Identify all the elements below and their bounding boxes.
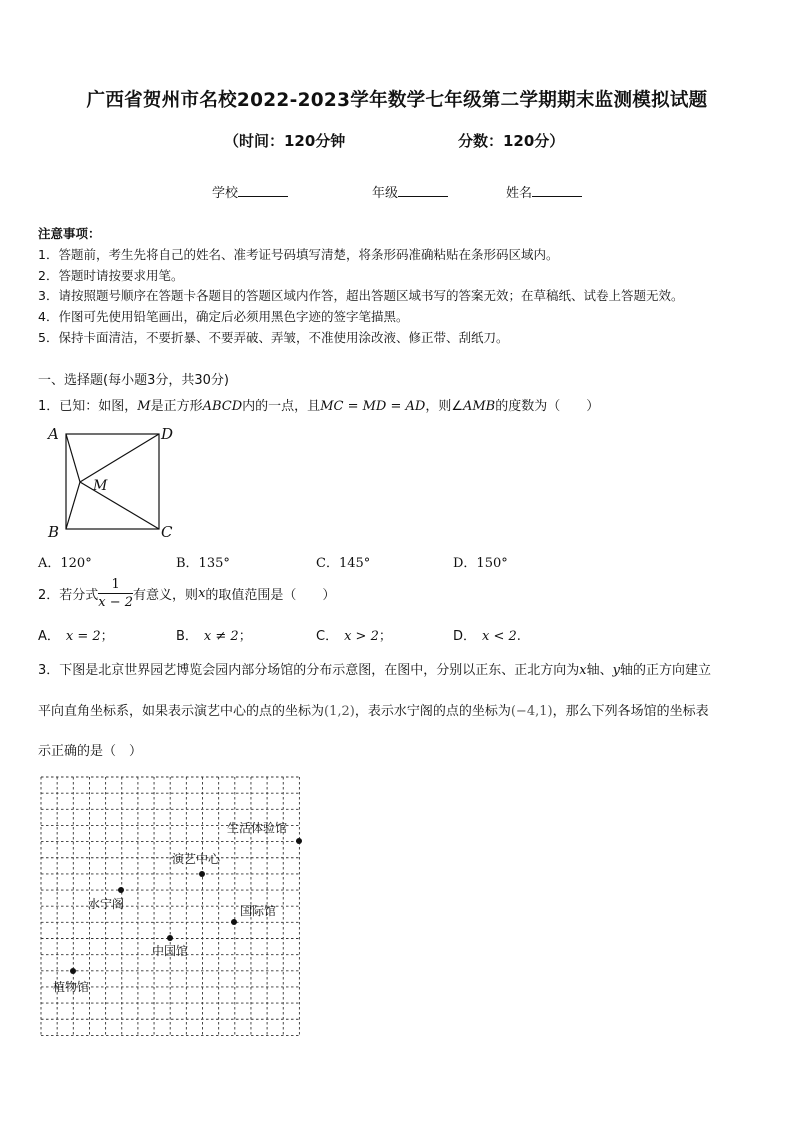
question-2 — [38, 578, 335, 609]
page-title: 广西省贺州市名校2022-2023学年数学七年级第二学期期末监测模拟试题 — [86, 90, 708, 111]
exam-score: 分数：120分） — [458, 132, 565, 150]
option-expr: x = 2 — [65, 629, 101, 644]
option-letter: A． — [38, 629, 60, 644]
coord-shuining: (−4,1) — [510, 704, 553, 719]
label-international: 国际馆 — [240, 904, 277, 918]
label-life-experience: 生活体验馆 — [227, 821, 288, 835]
segment-am — [66, 434, 80, 482]
label-m: M — [93, 478, 108, 494]
option-letter: C． — [316, 629, 339, 644]
point-performing-arts — [199, 871, 205, 877]
label-c: C — [161, 523, 173, 541]
segment-bm — [66, 482, 80, 529]
grade-field[interactable] — [372, 182, 448, 201]
name-field[interactable] — [506, 182, 582, 201]
notice-item: 3．请按照题号顺序在答题卡各题目的答题区域内作答，超出答题区域书写的答案无效；在草稿纸、试卷上答题无效。 — [38, 288, 684, 303]
point-international — [231, 919, 237, 925]
option-expr: x ≠ 2 — [203, 629, 239, 644]
q2-text: 的取值范围是（ ） — [205, 588, 336, 603]
venue-map — [38, 774, 304, 1040]
point-life-experience — [296, 838, 302, 844]
q2-text: 有意义，则 — [133, 588, 199, 603]
question-3-line-3: 示正确的是（ ） — [38, 744, 143, 759]
label-plant: 植物馆 — [53, 980, 90, 994]
label-china: 中国馆 — [152, 944, 189, 958]
q3-text: 3．下图是北京世界园艺博览会园内部分场馆的分布示意图，在图中，分别以正东、正北方向为 — [38, 663, 580, 678]
q1-text: 内的一点，且 — [242, 399, 321, 414]
option-end: ； — [100, 629, 114, 644]
q1-var-m: M — [137, 399, 151, 414]
q3-text: 轴的正方向建立 — [620, 663, 712, 678]
question-3-line-2 — [38, 700, 709, 719]
notice-heading: 注意事项： — [38, 226, 101, 241]
school-field[interactable] — [212, 182, 288, 201]
name-label: 姓名 — [506, 186, 533, 201]
q1-option-d[interactable]: D．150° — [453, 556, 508, 571]
q2-fraction — [98, 578, 133, 609]
q1-condition: MC = MD = AD — [320, 399, 426, 414]
option-expr: x < 2 — [482, 629, 517, 644]
school-label: 学校 — [212, 186, 239, 201]
q1-option-a[interactable]: A．120° — [38, 556, 92, 571]
option-end: ； — [378, 629, 392, 644]
notice-item: 5．保持卡面清洁，不要折暴、不要弄破、弄皱，不准使用涂改液、修正带、刮纸刀。 — [38, 330, 509, 345]
label-performing-arts: 演艺中心 — [172, 852, 221, 866]
q1-option-b[interactable]: B．135° — [176, 556, 230, 571]
option-end: . — [516, 629, 521, 644]
point-shuining — [118, 887, 124, 893]
label-shuining: 水宁阁 — [88, 897, 125, 911]
q1-option-c[interactable]: C．145° — [316, 556, 371, 571]
label-d: D — [161, 425, 174, 443]
exam-time: （时间：120分钟 — [224, 132, 346, 150]
point-china — [167, 935, 173, 941]
notice-item: 2．答题时请按要求用笔。 — [38, 268, 184, 283]
label-b: B — [48, 523, 60, 541]
q3-text: 平向直角坐标系，如果表示演艺中心的点的坐标为 — [38, 704, 325, 719]
q1-text: 是正方形 — [150, 399, 203, 414]
notice-item: 4．作图可先使用铅笔画出，确定后必须用黑色字迹的签字笔描黑。 — [38, 309, 409, 324]
q1-angle: AMB — [462, 399, 496, 414]
q3-var-y: y — [612, 663, 620, 678]
segment-dm — [80, 434, 159, 482]
section-heading: 一、选择题(每小题3分，共30分) — [38, 373, 229, 388]
q2-option-c[interactable] — [316, 625, 392, 644]
q1-text: ，则∠ — [425, 399, 463, 414]
option-letter: B． — [176, 629, 198, 644]
question-1 — [38, 395, 599, 414]
q1-text: 的度数为（ ） — [495, 399, 600, 414]
coord-performing-arts: (1,2) — [324, 704, 355, 719]
q2-option-a[interactable] — [38, 625, 114, 644]
name-blank[interactable] — [532, 184, 582, 197]
q2-option-b[interactable] — [176, 625, 252, 644]
q1-text: 1．已知：如图， — [38, 399, 138, 414]
fraction-numerator: 1 — [98, 578, 133, 594]
square-figure — [44, 424, 184, 544]
option-letter: D． — [453, 629, 477, 644]
option-end: ； — [238, 629, 252, 644]
notice-item: 1．答题前，考生先将自己的姓名、准考证号码填写清楚，将条形码准确粘贴在条形码区域内。 — [38, 247, 559, 262]
q2-option-d[interactable] — [453, 625, 521, 644]
q3-text: 轴、 — [586, 663, 613, 678]
fraction-denominator: x − 2 — [98, 595, 134, 610]
q2-text: 2．若分式 — [38, 588, 99, 603]
q3-text: ，那么下列各场馆的坐标表 — [552, 704, 709, 719]
option-expr: x > 2 — [344, 629, 379, 644]
q3-var-x: x — [579, 663, 587, 678]
point-plant — [70, 968, 76, 974]
q3-text: ，表示水宁阁的点的坐标为 — [354, 704, 511, 719]
q1-var-abcd: ABCD — [202, 399, 243, 414]
label-a: A — [48, 425, 59, 443]
segment-cm — [80, 482, 159, 529]
question-3-line-1 — [38, 659, 711, 678]
grade-blank[interactable] — [398, 184, 448, 197]
q2-var-x: x — [198, 586, 206, 601]
school-blank[interactable] — [238, 184, 288, 197]
grade-label: 年级 — [372, 186, 399, 201]
